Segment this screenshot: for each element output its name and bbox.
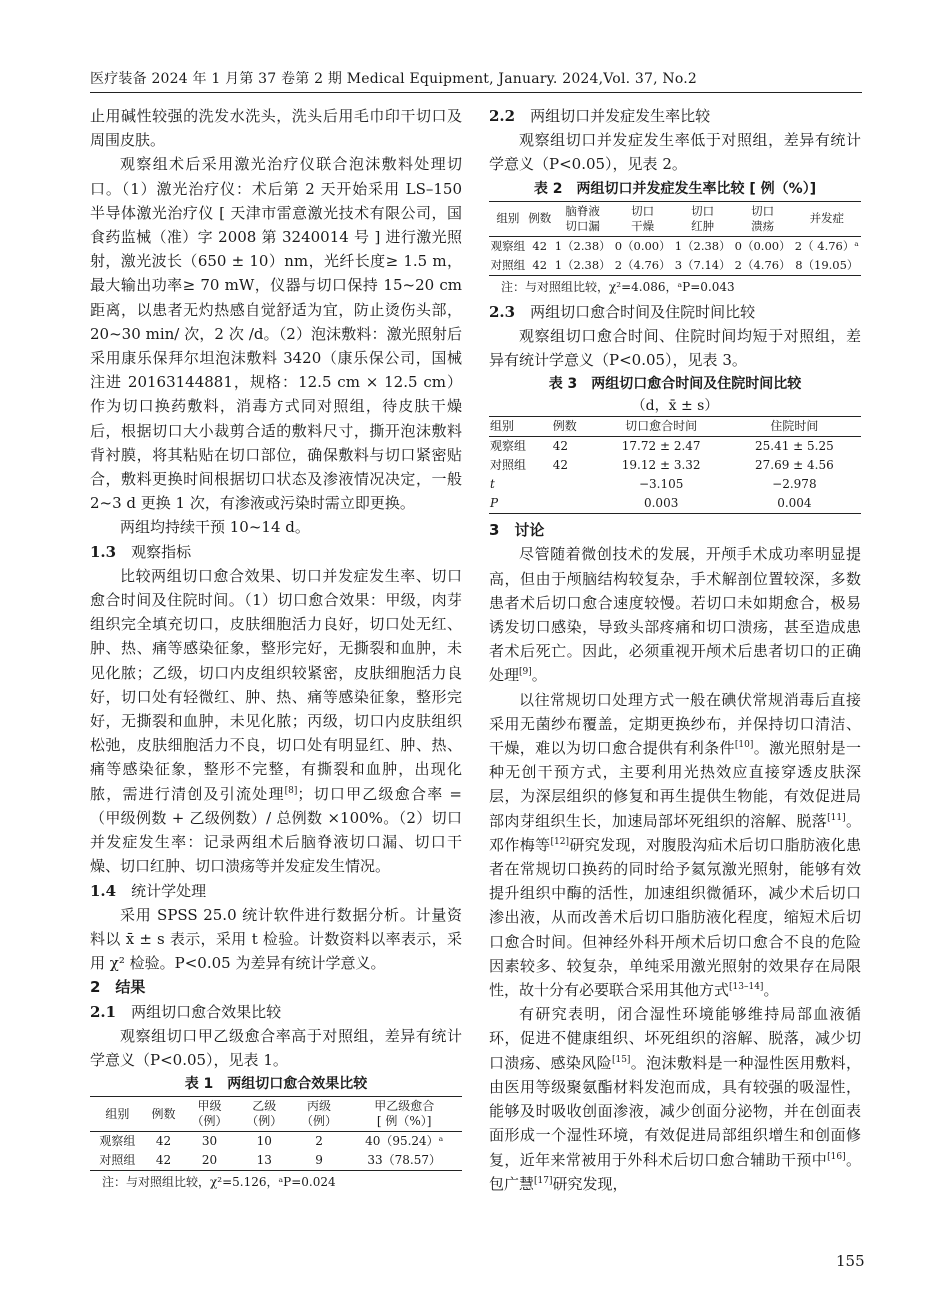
table-cell: 0.003	[595, 494, 728, 514]
table-3-caption: 表 3 两组切口愈合时间及住院时间比较	[548, 376, 802, 393]
right-paragraph-1: 观察组切口并发症发生率低于对照组，差异有统计学意义（P<0.05），见表 2。	[489, 131, 861, 174]
table-cell: 1（2.38）	[674, 238, 731, 253]
table-1-header: 例数	[145, 1097, 182, 1132]
table-cell	[552, 475, 595, 494]
table-cell: 30	[201, 1134, 218, 1149]
table-1-header: 甲乙级愈合 [ 例（%）]	[346, 1097, 462, 1132]
table-1-header-row	[90, 1097, 462, 1132]
table-3-header: 例数	[552, 417, 595, 437]
table-cell: 观察组	[99, 1134, 136, 1149]
section-heading-1-3: 1.3 观察指标	[90, 542, 192, 561]
table-2-header: 例数	[527, 201, 553, 236]
table-cell: 1（2.38）	[554, 238, 611, 253]
table-cell: 33（78.57）	[346, 1151, 462, 1171]
left-paragraph-2: 观察组术后采用激光治疗仪联合泡沫敷料处理切口。（1）激光治疗仪：术后第 2 天开始采用 LS–150 半导体激光治疗仪 [ 天津市雷意激光技术有限公司，国食药监械（准）字 2008 第 3240014 号 ] 进行激光照射，激光波长（650 ± 10）nm，光纤长度≥ 1.5 m，最大输出功率≥ 70 mW，仪器与切口保持 15~20 cm 距离，以患者无灼热感自觉舒适为宜，防止烫伤头部，20~30 min/ 次，2 次 /d。（2）泡沫敷料：激光照射后采用康乐保拜尔坦泡沫敷料 3420（康乐保公司，国械注进 20163144881，规格：12.5 cm × 12.5 cm）作为切口换药敷料，消毒方式同对照组，待皮肤干燥后，根据切口大小裁剪合适的敷料尺寸，撕开泡沫敷料背衬膜，将其粘贴在切口部位，确保敷料与切口紧密贴合，敷料更换时间根据切口状态及渗液情况决定，一般 2~3 d 更换 1 次，有渗液或污染时需立即更换。	[90, 155, 462, 513]
citation-ref: [15]	[611, 1054, 631, 1065]
table-cell: 42	[155, 1134, 172, 1149]
citation-ref: [11]	[827, 812, 846, 823]
table-cell: 27.69 ± 4.56	[755, 458, 834, 473]
table-2-note: 注：与对照组比较，χ²=4.086，ᵃP=0.043	[501, 279, 735, 294]
table-cell: 13	[237, 1151, 292, 1171]
running-header: 医疗装备 2024 年 1 月第 37 卷第 2 期 Medical Equipment, January. 2024,Vol. 37, No.2	[90, 71, 698, 87]
table-1-header: 组别	[90, 1097, 145, 1132]
table-cell: 对照组	[489, 256, 527, 276]
table-cell: 8（19.05）	[793, 256, 861, 276]
citation-ref: [12]	[550, 836, 569, 847]
table-3-unit: （d，x̄ ± s）	[631, 398, 719, 415]
table-3-header: 切口愈合时间	[595, 417, 728, 437]
citation-ref: [8]	[284, 785, 298, 796]
page-number: 155	[836, 1252, 865, 1270]
table-cell: 19.12 ± 3.32	[621, 458, 701, 473]
table-cell: t	[490, 477, 495, 492]
table-2-header: 组别	[489, 201, 527, 236]
table-cell: 观察组	[490, 439, 527, 454]
left-column	[90, 104, 462, 1195]
table-row	[90, 1151, 462, 1171]
table-1-header: 丙级 （例）	[292, 1097, 347, 1132]
table-cell: 3（7.14）	[673, 256, 733, 276]
table-cell: 2	[315, 1134, 323, 1149]
table-row	[489, 256, 861, 276]
citation-ref: [9]	[519, 667, 532, 678]
table-2	[489, 201, 861, 276]
table-cell: 2（4.76）	[733, 256, 793, 276]
table-cell: 对照组	[90, 1151, 145, 1171]
table-row	[489, 236, 861, 256]
table-3-header-row	[489, 417, 861, 437]
right-paragraph-4: 以往常规切口处理方式一般在碘伏常规消毒后直接采用无菌纱布覆盖，定期更换纱布，并保持切口清洁、干燥，难以为切口愈合提供有利条件[10]。激光照射是一种无创干预方式，主要利用光热效应直接穿透皮肤深层，为深层组织的修复和再生提供生物能，有效促进局部肉芽组织生长，加速局部坏死组织的溶解、脱落[11]。邓作梅等[12]研究发现，对腹股沟疝术后切口脂肪液化患者在常规切口换药的同时给予氦氖激光照射，能够有效提升组织中酶的活性，加速组织微循环，减少术后切口渗出液，从而改善术后切口脂肪液化程度，缩短术后切口愈合时间。但神经外科开颅术后切口愈合不良的危险因素较多、较复杂，单纯采用激光照射的效果存在局限性，故十分有必要联合采用其他方式[13–14]。	[489, 690, 861, 1000]
table-1-note: 注：与对照组比较，χ²=5.126，ᵃP=0.024	[102, 1175, 336, 1190]
section-heading-2: 2 结果	[90, 978, 146, 997]
table-row	[489, 494, 861, 514]
table-cell: 2（4.76）	[613, 256, 673, 276]
table-cell: −2.978	[772, 477, 817, 492]
section-heading-2-2: 2.2 两组切口并发症发生率比较	[489, 107, 711, 125]
table-cell: 观察组	[490, 238, 526, 253]
table-cell: 0.004	[728, 494, 861, 514]
table-2-header-row	[489, 201, 861, 236]
table-row	[489, 475, 861, 494]
right-paragraph-2: 观察组切口愈合时间、住院时间均短于对照组，差异有统计学意义（P<0.05），见表 3。	[489, 326, 861, 370]
citation-ref: [13–14]	[729, 982, 764, 993]
table-2-header: 并发症	[793, 201, 861, 236]
table-cell: 40（95.24）ᵃ	[365, 1134, 444, 1149]
table-cell: 20	[182, 1151, 237, 1171]
table-3-header: 组别	[489, 417, 552, 437]
left-paragraph-1: 止用碱性较强的洗发水洗头，洗头后用毛巾印干切口及周围皮肤。	[90, 107, 462, 150]
header-rule	[90, 92, 862, 93]
table-cell: 42	[532, 238, 548, 253]
table-cell: 9	[292, 1151, 347, 1171]
left-paragraph-4: 比较两组切口愈合效果、切口并发症发生率、切口愈合时间及住院时间。（1）切口愈合效果：甲级，肉芽组织完全填充切口，皮肤细胞活力良好，切口处无红、肿、热、痛等感染征象，整形完好，无撕裂和血肿，未见化脓；乙级，切口内皮组织较紧密，皮肤细胞活力良好，切口处有轻微红、肿、热、痛等感染征象，整形完好，无撕裂和血肿，未见化脓；丙级，切口内皮肤组织松弛，皮肤细胞活力不良，切口处有明显红、肿、热、痛等感染征象，整形不完整，有撕裂和血肿，出现化脓，需进行清创及引流处理[8]；切口甲乙级愈合率 =（甲级例数 + 乙级例数）/ 总例数 ×100%。（2）切口并发症发生率：记录两组术后脑脊液切口漏、切口干燥、切口红肿、切口溃疡等并发症发生情况。	[90, 566, 462, 876]
left-paragraph-5: 采用 SPSS 25.0 统计软件进行数据分析。计量资料以 x̄ ± s 表示，采用 t 检验。计数资料以率表示，采用 χ² 检验。P<0.05 为差异有统计学意义。	[90, 905, 462, 973]
left-paragraph-3: 两组均持续干预 10~14 d。	[120, 518, 310, 537]
table-2-header: 切口 干燥	[613, 201, 673, 236]
table-cell: 0（0.00）	[734, 238, 791, 253]
table-2-caption: 表 2 两组切口并发症发生率比较 [ 例（%）]	[533, 180, 817, 197]
table-cell: 对照组	[490, 458, 527, 473]
left-paragraph-6: 观察组切口甲乙级愈合率高于对照组，差异有统计学意义（P<0.05），见表 1。	[90, 1026, 462, 1069]
table-cell: −3.105	[638, 477, 684, 492]
table-cell: 42	[552, 458, 568, 473]
section-heading-2-1: 2.1 两组切口愈合效果比较	[90, 1002, 282, 1021]
section-heading-1-4: 1.4 统计学处理	[90, 881, 207, 900]
table-cell: 17.72 ± 2.47	[621, 439, 701, 454]
table-3-header: 住院时间	[728, 417, 861, 437]
table-2-header: 切口 溃疡	[733, 201, 793, 236]
table-1-caption: 表 1 两组切口愈合效果比较	[184, 1076, 368, 1093]
table-row	[90, 1132, 462, 1152]
table-cell: 1（2.38）	[553, 256, 613, 276]
right-paragraph-3: 尽管随着微创技术的发展，开颅手术成功率明显提高，但由于颅脑结构较复杂，手术解剖位置较深，多数患者术后切口愈合速度较慢。若切口未如期愈合，极易诱发切口感染，导致头部疼痛和切口溃疡，甚至造成患者术后死亡。因此，必须重视开颅术后患者切口的正确处理[9]。	[489, 545, 861, 685]
table-2-header: 脑脊液 切口漏	[553, 201, 613, 236]
table-cell	[552, 494, 595, 514]
table-2-header: 切口 红肿	[673, 201, 733, 236]
table-cell: 2（ 4.76）ᵃ	[794, 238, 859, 253]
right-column	[489, 104, 861, 1196]
table-1-header: 甲级 （例）	[182, 1097, 237, 1132]
right-paragraph-5: 有研究表明，闭合湿性环境能够维持局部血液循环，促进不健康组织、坏死组织的溶解、脱落，减少切口溃疡、感染风险[15]。泡沫敷料是一种湿性医用敷料，由医用等级聚氨酯材料发泡而成，具有较强的吸湿性，能够及时吸收创面渗液，减少创面分泌物，并在创面表面形成一个湿性环境，有效促进局部组织增生和创面修复，近年来常被用于外科术后切口愈合辅助干预中[16]。包广慧[17]研究发现，	[489, 1005, 861, 1193]
table-1-header: 乙级 （例）	[237, 1097, 292, 1132]
table-row	[489, 456, 861, 475]
citation-ref: [16]	[827, 1151, 846, 1162]
table-3	[489, 416, 861, 514]
table-cell: 25.41 ± 5.25	[755, 439, 834, 454]
table-cell: 10	[256, 1134, 272, 1149]
table-cell: 0（0.00）	[614, 238, 671, 253]
citation-ref: [10]	[734, 740, 754, 751]
section-heading-3: 3 讨论	[489, 521, 545, 540]
table-row	[489, 437, 861, 457]
table-1	[90, 1096, 462, 1171]
table-cell: P	[489, 494, 552, 514]
section-heading-2-3: 2.3 两组切口愈合时间及住院时间比较	[489, 302, 756, 321]
table-cell: 42	[552, 439, 568, 454]
table-cell: 42	[527, 256, 553, 276]
table-cell: 42	[145, 1151, 182, 1171]
citation-ref: [17]	[534, 1175, 553, 1186]
